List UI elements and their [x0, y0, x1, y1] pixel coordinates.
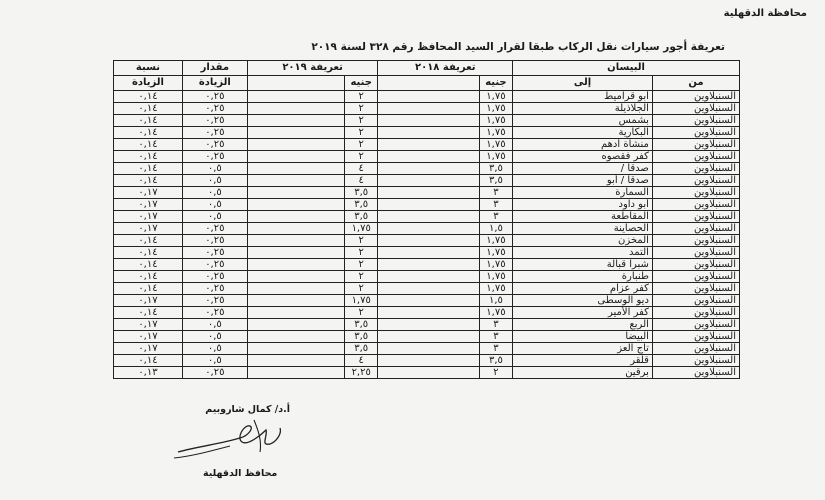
fare-2019-cell — [247, 343, 344, 355]
fare-2019-cell — [247, 211, 344, 223]
fare-2018-cell — [378, 367, 479, 379]
table-row — [114, 295, 740, 307]
fare-2019-pound-cell: ٤ — [345, 175, 378, 187]
pound-2019-header: جنيه — [345, 76, 378, 91]
fare-2018-pound-cell: ٣,٥ — [479, 355, 512, 367]
increase-amount-cell: ٠,٢٥ — [182, 259, 247, 271]
fare-2018-pound-cell: ٣ — [479, 343, 512, 355]
increase-percent-cell: ٠,١٤ — [114, 103, 183, 115]
increase-amount-cell: ٠,٥ — [182, 331, 247, 343]
table-row — [114, 127, 740, 139]
table-row — [114, 175, 740, 187]
increase-amount-cell: ٠,٢٥ — [182, 295, 247, 307]
from-cell: السنبلاوين — [652, 259, 739, 271]
increase-amount-cell: ٠,٢٥ — [182, 103, 247, 115]
to-cell: الجلاذيلة — [513, 103, 653, 115]
table-row — [114, 211, 740, 223]
table-row — [114, 187, 740, 199]
table-row — [114, 103, 740, 115]
from-cell: السنبلاوين — [652, 199, 739, 211]
table-row — [114, 283, 740, 295]
table-row — [114, 307, 740, 319]
from-cell: السنبلاوين — [652, 211, 739, 223]
to-cell: الحصاينة — [513, 223, 653, 235]
increase-percent-cell: ٠,١٤ — [114, 127, 183, 139]
increase-amount-cell: ٠,٥ — [182, 199, 247, 211]
fare-2019-cell — [247, 151, 344, 163]
fare-table-body — [114, 91, 740, 379]
increase-percent-cell: ٠,١٧ — [114, 295, 183, 307]
from-cell: السنبلاوين — [652, 367, 739, 379]
to-cell: كفر الأمير — [513, 307, 653, 319]
increase-amount-cell: ٠,٢٥ — [182, 151, 247, 163]
fare-2018-cell — [378, 283, 479, 295]
to-cell: المخزن — [513, 235, 653, 247]
to-cell: الربع — [513, 319, 653, 331]
fare-2018-pound-cell: ١,٧٥ — [479, 307, 512, 319]
increase-amount-cell: ٠,٥ — [182, 175, 247, 187]
from-cell: السنبلاوين — [652, 127, 739, 139]
fare-2019-pound-cell: ٢ — [345, 235, 378, 247]
increase-amount-cell: ٠,٢٥ — [182, 223, 247, 235]
from-cell: السنبلاوين — [652, 271, 739, 283]
increase-percent-cell: ٠,١٧ — [114, 199, 183, 211]
table-header-row — [114, 61, 740, 76]
fare-2018-pound-cell: ١,٧٥ — [479, 91, 512, 103]
fare-2018-pound-cell: ١,٧٥ — [479, 247, 512, 259]
fare-2018-pound-cell: ١,٧٥ — [479, 139, 512, 151]
table-row — [114, 139, 740, 151]
fare-2019-header: تعريفة ٢٠١٩ — [247, 61, 378, 76]
table-row — [114, 115, 740, 127]
handwritten-signature-icon — [170, 416, 290, 468]
fare-2019-cell — [247, 355, 344, 367]
fare-2019-pound-cell: ٢ — [345, 247, 378, 259]
table-subheader-row — [114, 76, 740, 91]
increase-amount-cell: ٠,٥ — [182, 187, 247, 199]
increase-percent-cell: ٠,١٤ — [114, 91, 183, 103]
fare-2019-cell — [247, 115, 344, 127]
from-cell: السنبلاوين — [652, 307, 739, 319]
fare-2019-cell — [247, 223, 344, 235]
increase-amount-cell: ٠,٢٥ — [182, 367, 247, 379]
table-row — [114, 367, 740, 379]
fare-2019-cell — [247, 163, 344, 175]
increase-percent-cell: ٠,١٤ — [114, 259, 183, 271]
fare-2019-cell — [247, 307, 344, 319]
fare-2018-cell — [378, 151, 479, 163]
fare-2018-pound-cell: ١,٧٥ — [479, 115, 512, 127]
fare-2018-header: تعريفة ٢٠١٨ — [378, 61, 513, 76]
fare-2019-pound-cell: ١,٧٥ — [345, 223, 378, 235]
from-cell: السنبلاوين — [652, 151, 739, 163]
increase-percent-cell: ٠,١٣ — [114, 367, 183, 379]
from-cell: السنبلاوين — [652, 223, 739, 235]
fare-2019-cell — [247, 91, 344, 103]
increase-amount-cell: ٠,٢٥ — [182, 307, 247, 319]
to-cell: صدقا / — [513, 163, 653, 175]
fare-2019-cell — [247, 199, 344, 211]
fare-2018-cell — [378, 211, 479, 223]
fare-2018-pound-cell: ٣,٥ — [479, 175, 512, 187]
increase-percent-cell: ٠,١٤ — [114, 271, 183, 283]
fare-2019-pound-cell: ١,٧٥ — [345, 295, 378, 307]
to-cell: أبو داود — [513, 199, 653, 211]
fare-2018-cell — [378, 355, 479, 367]
table-row — [114, 91, 740, 103]
fare-2019-cell — [247, 271, 344, 283]
signatory-name: أ.د/ كمال شاروبيم — [205, 404, 290, 415]
fare-2018-cell — [378, 103, 479, 115]
fare-2018-cell — [378, 331, 479, 343]
fare-2019-pound-cell: ٣,٥ — [345, 319, 378, 331]
fare-2019-cell — [247, 331, 344, 343]
to-cell: صدقا / أبو — [513, 175, 653, 187]
from-cell: السنبلاوين — [652, 295, 739, 307]
fare-2018-pound-cell: ١,٧٥ — [479, 235, 512, 247]
to-cell: البكارية — [513, 127, 653, 139]
increase-percent-cell: ٠,١٧ — [114, 223, 183, 235]
table-row — [114, 223, 740, 235]
increase-percent-cell: ٠,١٤ — [114, 355, 183, 367]
increase-amount-cell: ٠,٢٥ — [182, 127, 247, 139]
fare-2018-pound-cell: ٣ — [479, 319, 512, 331]
increase-percent-cell: ٠,١٤ — [114, 307, 183, 319]
increase-percent-cell: ٠,١٤ — [114, 139, 183, 151]
table-row — [114, 247, 740, 259]
increase-percent-header-line2: الزيادة — [114, 76, 183, 91]
table-row — [114, 199, 740, 211]
table-row — [114, 319, 740, 331]
fare-2018-pound-cell: ١,٧٥ — [479, 151, 512, 163]
to-cell: قلقر — [513, 355, 653, 367]
signatory-title: محافظ الدقهلية — [203, 468, 278, 479]
from-cell: السنبلاوين — [652, 103, 739, 115]
table-row — [114, 235, 740, 247]
table-row — [114, 343, 740, 355]
fare-2019-cell — [247, 175, 344, 187]
increase-percent-cell: ٠,١٤ — [114, 235, 183, 247]
fare-2019-cell — [247, 295, 344, 307]
fare-2019-pound-cell: ٢ — [345, 151, 378, 163]
from-cell: السنبلاوين — [652, 115, 739, 127]
fare-2019-pound-cell: ٤ — [345, 355, 378, 367]
to-cell: تاج العز — [513, 343, 653, 355]
fare-2019-pound-cell: ٢ — [345, 283, 378, 295]
fare-2018-cell — [378, 319, 479, 331]
increase-percent-cell: ٠,١٤ — [114, 175, 183, 187]
fare-2019-cell — [247, 319, 344, 331]
fare-2019-cell — [247, 139, 344, 151]
increase-amount-cell: ٠,٢٥ — [182, 283, 247, 295]
signature-block — [170, 404, 290, 494]
fare-2018-pound-cell: ١,٥ — [479, 223, 512, 235]
fare-2018-pound-cell: ١,٥ — [479, 295, 512, 307]
to-cell: برقين — [513, 367, 653, 379]
fare-2019-pound-cell: ٢ — [345, 271, 378, 283]
fare-2019-pound-cell: ٣,٥ — [345, 331, 378, 343]
increase-amount-cell: ٠,٢٥ — [182, 247, 247, 259]
fare-2018-spacer — [378, 76, 479, 91]
fare-2019-pound-cell: ٣,٥ — [345, 199, 378, 211]
to-cell: التمد — [513, 247, 653, 259]
fare-2019-pound-cell: ٢ — [345, 259, 378, 271]
table-row — [114, 331, 740, 343]
fare-2018-cell — [378, 175, 479, 187]
from-cell: السنبلاوين — [652, 331, 739, 343]
increase-percent-cell: ٠,١٧ — [114, 211, 183, 223]
fare-2018-pound-cell: ١,٧٥ — [479, 103, 512, 115]
fare-2019-cell — [247, 127, 344, 139]
to-cell: السمارة — [513, 187, 653, 199]
increase-percent-cell: ٠,١٧ — [114, 319, 183, 331]
increase-amount-cell: ٠,٢٥ — [182, 139, 247, 151]
fare-2018-cell — [378, 235, 479, 247]
increase-amount-cell: ٠,٢٥ — [182, 115, 247, 127]
from-cell: السنبلاوين — [652, 175, 739, 187]
fare-2019-pound-cell: ٢ — [345, 139, 378, 151]
increase-amount-cell: ٠,٥ — [182, 211, 247, 223]
from-cell: السنبلاوين — [652, 319, 739, 331]
increase-amount-cell: ٠,٥ — [182, 343, 247, 355]
fare-2019-pound-cell: ٢ — [345, 307, 378, 319]
fare-2019-pound-cell: ٣,٥ — [345, 187, 378, 199]
from-cell: السنبلاوين — [652, 343, 739, 355]
increase-amount-cell: ٠,٥ — [182, 355, 247, 367]
to-header: إلى — [513, 76, 653, 91]
from-cell: السنبلاوين — [652, 283, 739, 295]
fare-2019-cell — [247, 283, 344, 295]
fare-2019-cell — [247, 187, 344, 199]
table-row — [114, 259, 740, 271]
fare-2019-pound-cell: ٣,٥ — [345, 211, 378, 223]
fare-2018-pound-cell: ٣ — [479, 331, 512, 343]
fare-2018-cell — [378, 295, 479, 307]
fare-2018-pound-cell: ٢ — [479, 367, 512, 379]
from-header: من — [652, 76, 739, 91]
fare-2018-pound-cell: ٣,٥ — [479, 163, 512, 175]
increase-amount-cell: ٠,٢٥ — [182, 235, 247, 247]
to-cell: بشمس — [513, 115, 653, 127]
increase-percent-header: نسبة — [114, 61, 183, 76]
fare-2019-cell — [247, 103, 344, 115]
table-row — [114, 355, 740, 367]
fare-2018-cell — [378, 343, 479, 355]
fare-2019-pound-cell: ٢,٢٥ — [345, 367, 378, 379]
fare-2018-cell — [378, 127, 479, 139]
fare-2018-cell — [378, 163, 479, 175]
fare-2018-pound-cell: ٣ — [479, 211, 512, 223]
table-row — [114, 271, 740, 283]
to-cell: المقاطعة — [513, 211, 653, 223]
increase-percent-cell: ٠,١٤ — [114, 163, 183, 175]
increase-amount-header: مقدار — [182, 61, 247, 76]
increase-percent-cell: ٠,١٧ — [114, 187, 183, 199]
increase-amount-header-line2: الزيادة — [182, 76, 247, 91]
from-cell: السنبلاوين — [652, 163, 739, 175]
increase-percent-cell: ٠,١٤ — [114, 115, 183, 127]
table-row — [114, 163, 740, 175]
from-cell: السنبلاوين — [652, 187, 739, 199]
fare-2018-cell — [378, 91, 479, 103]
increase-percent-cell: ٠,١٧ — [114, 331, 183, 343]
pound-2018-header: جنيه — [479, 76, 512, 91]
increase-amount-cell: ٠,٢٥ — [182, 271, 247, 283]
fare-2019-pound-cell: ٢ — [345, 127, 378, 139]
fare-2018-pound-cell: ١,٧٥ — [479, 259, 512, 271]
fare-table — [113, 60, 740, 379]
fare-2019-pound-cell: ٣,٥ — [345, 343, 378, 355]
to-cell: منشاة أدهم — [513, 139, 653, 151]
fare-2019-spacer — [247, 76, 344, 91]
fare-2018-cell — [378, 259, 479, 271]
increase-percent-cell: ٠,١٤ — [114, 247, 183, 259]
fare-2018-cell — [378, 139, 479, 151]
to-cell: البيضا — [513, 331, 653, 343]
document-title: تعريفة أجور سيارات نقل الركاب طبقا لقرار السيد المحافظ رقم ٣٢٨ لسنة ٢٠١٩ — [311, 41, 725, 53]
increase-amount-cell: ٠,٢٥ — [182, 91, 247, 103]
fare-2019-pound-cell: ٢ — [345, 115, 378, 127]
to-cell: كفر عزام — [513, 283, 653, 295]
increase-percent-cell: ٠,١٧ — [114, 343, 183, 355]
fare-2019-pound-cell: ٢ — [345, 103, 378, 115]
fare-2018-pound-cell: ١,٧٥ — [479, 283, 512, 295]
table-row — [114, 151, 740, 163]
fare-2018-cell — [378, 115, 479, 127]
fare-2018-cell — [378, 247, 479, 259]
fare-2019-cell — [247, 367, 344, 379]
to-cell: ديو الوسطى — [513, 295, 653, 307]
fare-2018-cell — [378, 199, 479, 211]
fare-2018-cell — [378, 187, 479, 199]
from-cell: السنبلاوين — [652, 139, 739, 151]
governorate-header: محافظة الدقهلية — [723, 8, 807, 19]
from-cell: السنبلاوين — [652, 91, 739, 103]
fare-2019-cell — [247, 235, 344, 247]
fare-2019-cell — [247, 247, 344, 259]
fare-2018-cell — [378, 271, 479, 283]
fare-2019-cell — [247, 259, 344, 271]
fare-2018-pound-cell: ١,٧٥ — [479, 271, 512, 283]
to-cell: أبو قراميط — [513, 91, 653, 103]
fare-2019-pound-cell: ٢ — [345, 91, 378, 103]
from-cell: السنبلاوين — [652, 235, 739, 247]
route-header: البيسان — [513, 61, 740, 76]
fare-2018-pound-cell: ١,٧٥ — [479, 127, 512, 139]
fare-2018-pound-cell: ٣ — [479, 187, 512, 199]
fare-2018-cell — [378, 223, 479, 235]
from-cell: السنبلاوين — [652, 355, 739, 367]
to-cell: كفر فقصوه — [513, 151, 653, 163]
increase-percent-cell: ٠,١٤ — [114, 283, 183, 295]
increase-amount-cell: ٠,٥ — [182, 163, 247, 175]
increase-percent-cell: ٠,١٤ — [114, 151, 183, 163]
to-cell: طنبارة — [513, 271, 653, 283]
fare-2018-pound-cell: ٣ — [479, 199, 512, 211]
from-cell: السنبلاوين — [652, 247, 739, 259]
increase-amount-cell: ٠,٥ — [182, 319, 247, 331]
fare-2018-cell — [378, 307, 479, 319]
fare-2019-pound-cell: ٤ — [345, 163, 378, 175]
to-cell: شبرا قبالة — [513, 259, 653, 271]
